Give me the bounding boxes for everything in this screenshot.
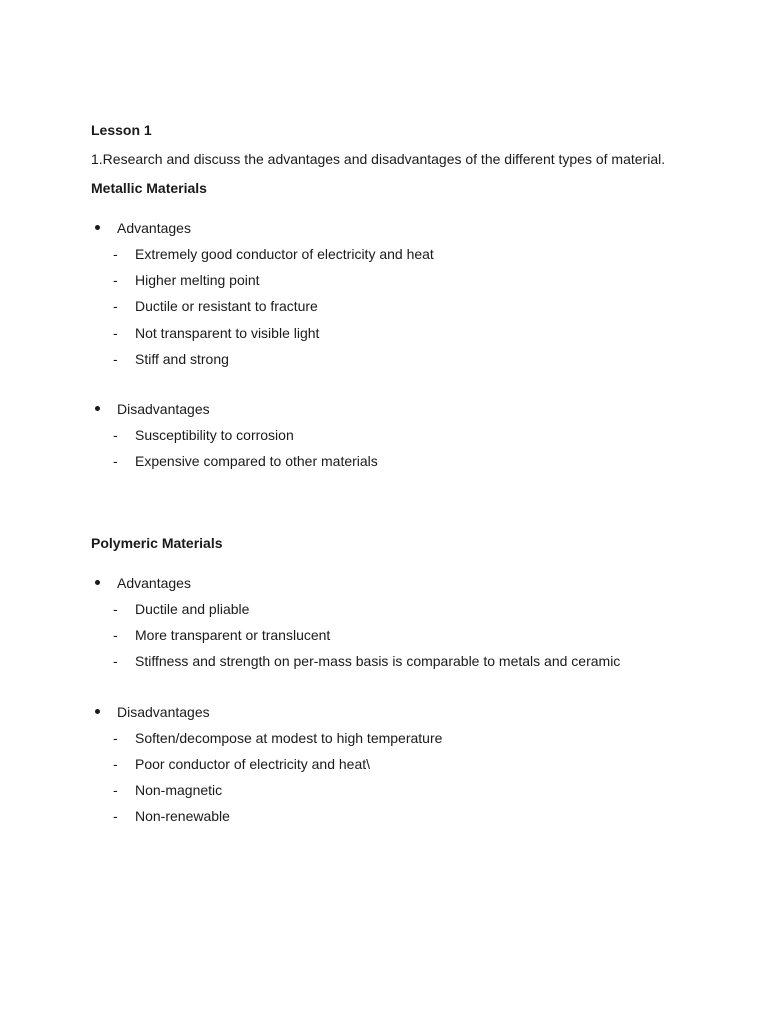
list-item: Stiffness and strength on per-mass basis is comparable to metals and ceramic — [135, 653, 621, 669]
list-item: Not transparent to visible light — [135, 325, 320, 341]
section-heading-polymeric: Polymeric Materials — [91, 535, 223, 551]
section-heading-metallic: Metallic Materials — [91, 180, 207, 196]
bullet-icon — [95, 580, 100, 585]
bullet-icon — [95, 709, 100, 714]
dash-marker: - — [113, 808, 118, 824]
list-item: Higher melting point — [135, 272, 260, 288]
group-label-metallic-advantages: Advantages — [117, 220, 191, 236]
assignment-prompt: 1.Research and discuss the advantages and disadvantages of the different types of material. — [91, 151, 666, 167]
list-item: Expensive compared to other materials — [135, 453, 378, 469]
group-label-metallic-disadvantages: Disadvantages — [117, 401, 210, 417]
dash-marker: - — [113, 246, 118, 262]
bullet-icon — [95, 225, 100, 230]
bullet-icon — [95, 406, 100, 411]
dash-marker: - — [113, 627, 118, 643]
dash-marker: - — [113, 298, 118, 314]
dash-marker: - — [113, 601, 118, 617]
group-label-polymeric-disadvantages: Disadvantages — [117, 704, 210, 720]
list-item: Soften/decompose at modest to high temperature — [135, 730, 443, 746]
dash-marker: - — [113, 427, 118, 443]
list-item: Stiff and strong — [135, 351, 229, 367]
lesson-title: Lesson 1 — [91, 122, 152, 138]
group-label-polymeric-advantages: Advantages — [117, 575, 191, 591]
dash-marker: - — [113, 653, 118, 669]
list-item: Ductile or resistant to fracture — [135, 298, 318, 314]
list-item: Non-magnetic — [135, 782, 223, 798]
dash-marker: - — [113, 730, 118, 746]
dash-marker: - — [113, 272, 118, 288]
dash-marker: - — [113, 756, 118, 772]
list-item: Non-renewable — [135, 808, 230, 824]
dash-marker: - — [113, 453, 118, 469]
dash-marker: - — [113, 782, 118, 798]
list-item: Poor conductor of electricity and heat\ — [135, 756, 371, 772]
list-item: More transparent or translucent — [135, 627, 331, 643]
dash-marker: - — [113, 351, 118, 367]
list-item: Ductile and pliable — [135, 601, 250, 617]
list-item: Extremely good conductor of electricity and heat — [135, 246, 434, 262]
dash-marker: - — [113, 325, 118, 341]
list-item: Susceptibility to corrosion — [135, 427, 294, 443]
